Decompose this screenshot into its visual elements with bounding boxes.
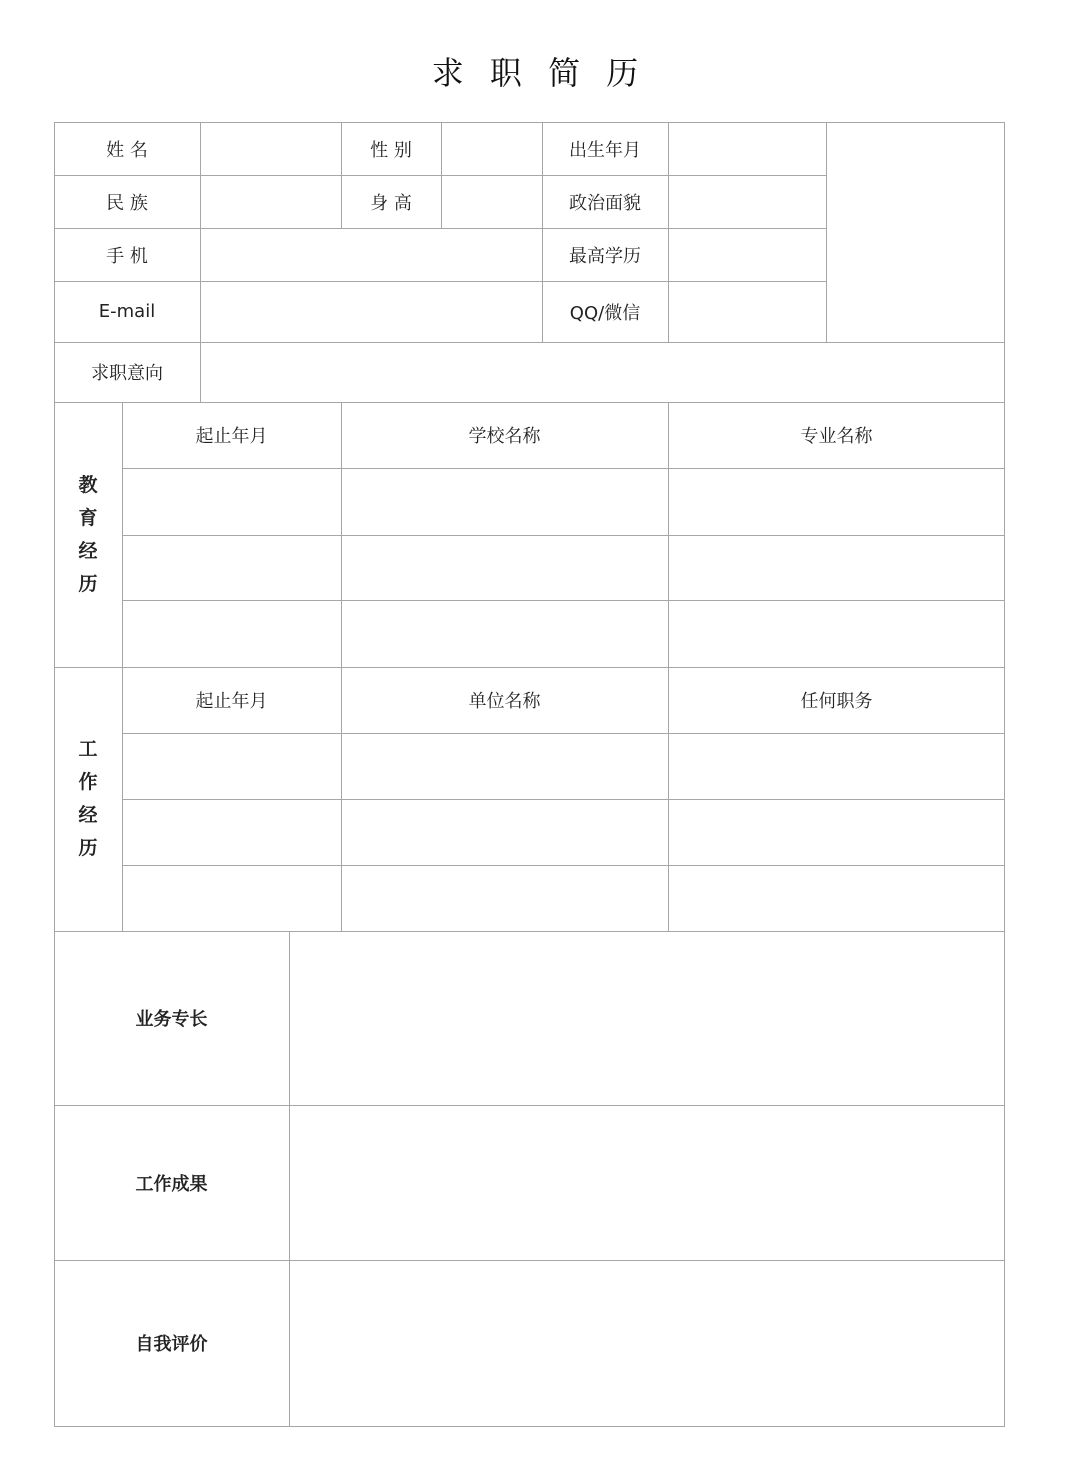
education-major-field[interactable]: [669, 469, 1004, 535]
education-period-field[interactable]: [123, 601, 341, 667]
email-field[interactable]: [201, 282, 542, 342]
education-school-field[interactable]: [342, 601, 668, 667]
education-field[interactable]: [669, 229, 826, 281]
work-position-field[interactable]: [669, 866, 1004, 931]
work-company-field[interactable]: [342, 800, 668, 865]
phone-label: 手 机: [106, 245, 148, 267]
work-section: [54, 667, 122, 931]
work-header-period: 起止年月: [195, 691, 268, 712]
gender-label: 性 别: [370, 139, 412, 161]
intention-field[interactable]: [201, 343, 1004, 402]
achievements-field[interactable]: [290, 1106, 1004, 1260]
photo-box[interactable]: [827, 123, 1004, 342]
work-company-field[interactable]: [342, 734, 668, 799]
specialty-label: 业务专长: [135, 1009, 208, 1030]
specialty-field[interactable]: [290, 932, 1004, 1105]
phone-field[interactable]: [201, 229, 542, 281]
work-position-field[interactable]: [669, 800, 1004, 865]
work-header-company: 单位名称: [468, 691, 541, 712]
work-position-field[interactable]: [669, 734, 1004, 799]
work-company-field[interactable]: [342, 866, 668, 931]
intention-label: 求职意向: [91, 363, 163, 384]
education-period-field[interactable]: [123, 536, 341, 600]
education-header-major: 专业名称: [800, 426, 873, 447]
education-section-label: 教育经历: [78, 473, 98, 595]
work-header-position: 任何职务: [800, 691, 873, 712]
qq-label: QQ/微信: [569, 302, 641, 324]
education-header-school: 学校名称: [468, 426, 541, 447]
height-label: 身 高: [370, 192, 412, 214]
work-period-field[interactable]: [123, 734, 341, 799]
education-period-field[interactable]: [123, 469, 341, 535]
work-period-field[interactable]: [123, 866, 341, 931]
birth-field[interactable]: [669, 123, 826, 175]
height-field[interactable]: [442, 176, 542, 228]
name-field[interactable]: [201, 123, 341, 175]
education-school-field[interactable]: [342, 469, 668, 535]
education-label: 最高学历: [569, 245, 641, 267]
education-school-field[interactable]: [342, 536, 668, 600]
political-label: 政治面貌: [569, 192, 641, 214]
education-major-field[interactable]: [669, 536, 1004, 600]
work-section-label: 工作经历: [78, 738, 98, 859]
resume-table: [54, 122, 1005, 1426]
qq-field[interactable]: [669, 282, 826, 342]
ethnicity-field[interactable]: [201, 176, 341, 228]
name-label: 姓 名: [106, 139, 148, 161]
ethnicity-label: 民 族: [106, 192, 148, 214]
page-title: 求 职 简 历: [431, 54, 647, 92]
education-major-field[interactable]: [669, 601, 1004, 667]
self-eval-field[interactable]: [290, 1261, 1004, 1426]
achievements-label: 工作成果: [135, 1173, 208, 1195]
birth-label: 出生年月: [569, 139, 641, 161]
gender-field[interactable]: [442, 123, 542, 175]
education-header-period: 起止年月: [195, 426, 268, 447]
table-border-right: [1004, 122, 1005, 1426]
email-label: E-mail: [98, 301, 156, 322]
political-field[interactable]: [669, 176, 826, 228]
self-eval-label: 自我评价: [135, 1334, 208, 1355]
work-period-field[interactable]: [123, 800, 341, 865]
table-border-bottom: [54, 1426, 1005, 1427]
education-section: [54, 402, 122, 667]
